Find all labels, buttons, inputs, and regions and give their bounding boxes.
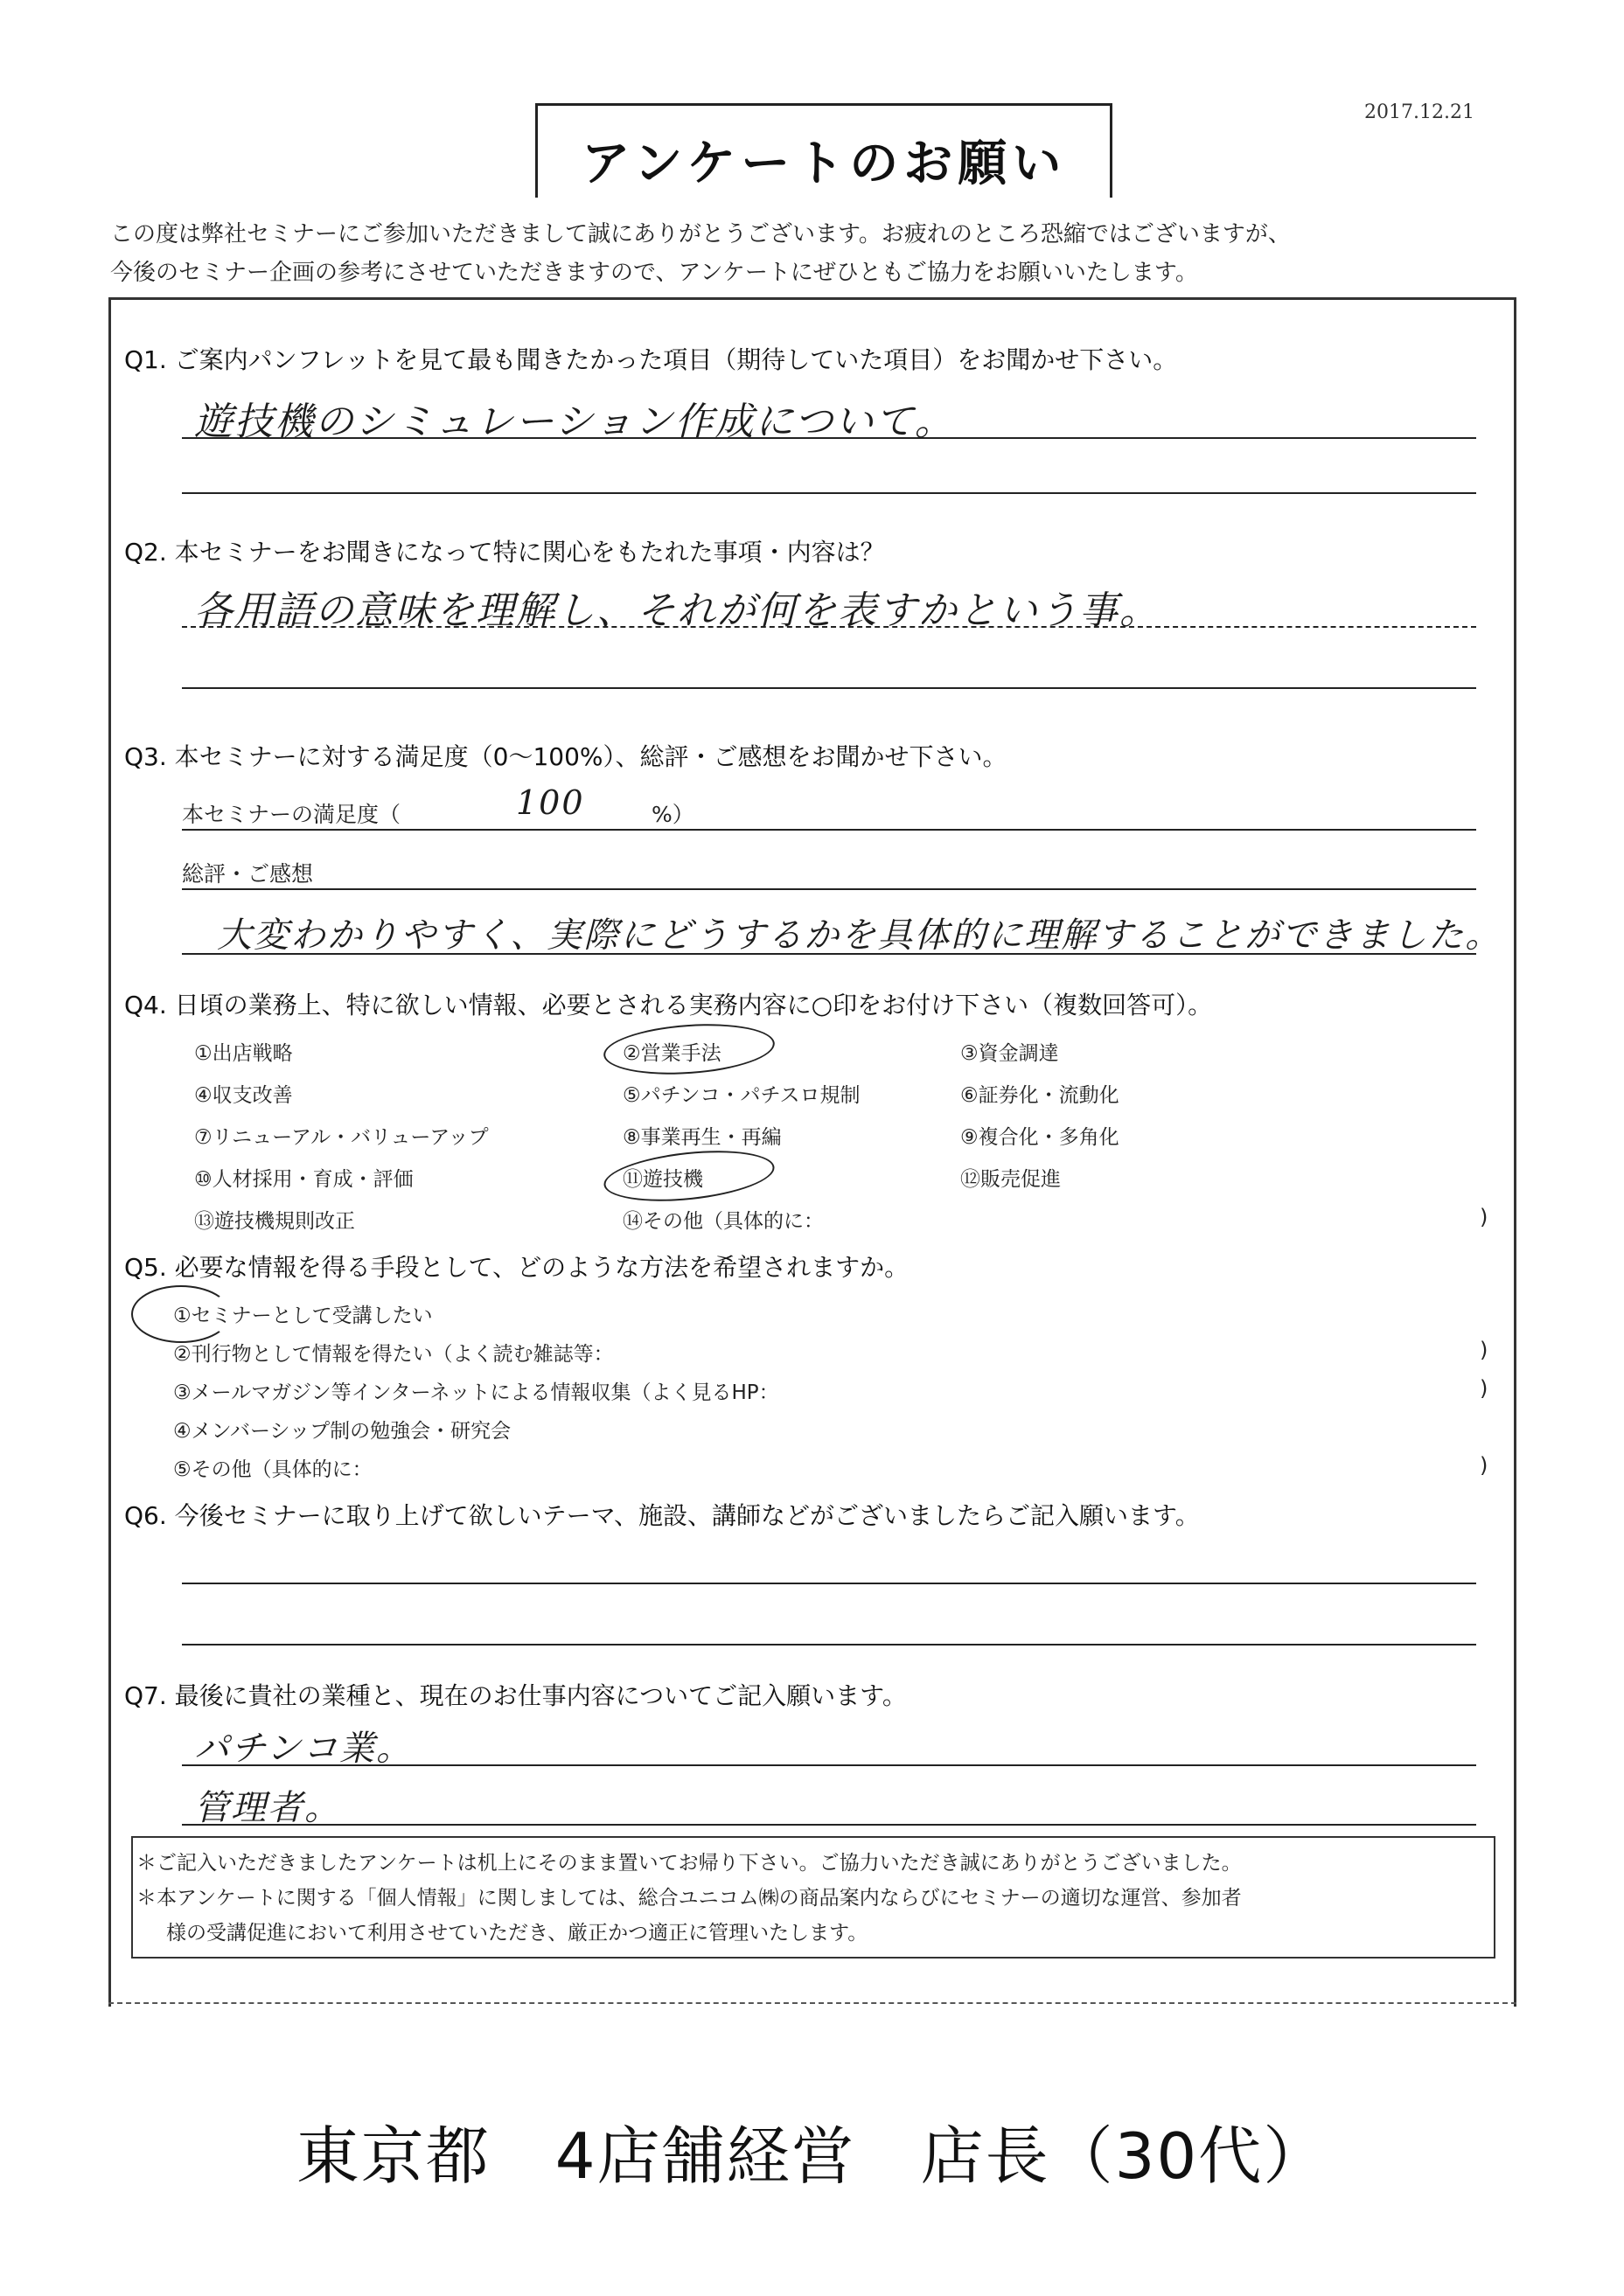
- q3-label: Q3. 本セミナーに対する満足度（0～100%）、総評・ご感想をお聞かせ下さい。: [124, 742, 1007, 771]
- q6-line-2: [182, 1644, 1476, 1645]
- q4-option-3: ③資金調達: [960, 1042, 1059, 1065]
- q4-option-12: ⑫販売促進: [960, 1168, 1061, 1191]
- q5-option-1: ①セミナーとして受講したい: [173, 1305, 433, 1327]
- q2-answer: 各用語の意味を理解し、それが何を表すかという事。: [194, 588, 1160, 633]
- q4-option-14-close: ): [1480, 1205, 1488, 1229]
- q5-option-3-close: ): [1480, 1376, 1488, 1401]
- satisfaction-unit: %）: [652, 802, 694, 827]
- intro-line-2: 今後のセミナー企画の参考にさせていただきますので、アンケートにぜひともご協力をお願いいたします。: [110, 260, 1198, 286]
- q7-label: Q7. 最後に貴社の業種と、現在のお仕事内容についてご記入願います。: [124, 1681, 907, 1710]
- q5-circle-mark-1: [131, 1285, 231, 1343]
- q5-option-3: ③メールマガジン等インターネットによる情報収集（よく見るHP：: [173, 1381, 779, 1404]
- footnote-1: ＊ご記入いただきましたアンケートは机上にそのまま置いてお帰り下さい。ご協力いただき誠にありがとうございました。: [136, 1852, 1242, 1875]
- q1-label: Q1. ご案内パンフレットを見て最も聞きたかった項目（期待していた項目）をお聞かせ下さい。: [124, 345, 1178, 374]
- q3-line-2: [182, 888, 1476, 890]
- footnote-2: ＊本アンケートに関する「個人情報」に関しましては、総合ユニコム㈱の商品案内ならびにセミナーの適切な運営、参加者: [136, 1887, 1242, 1910]
- q2-label: Q2. 本セミナーをお聞きになって特に関心をもたれた事項・内容は？: [124, 538, 885, 567]
- q4-option-2: ②営業手法: [623, 1042, 721, 1065]
- q4-option-4: ④収支改善: [194, 1084, 293, 1107]
- q4-option-14: ⑭その他（具体的に：: [623, 1210, 824, 1233]
- q5-option-5-close: ): [1480, 1453, 1488, 1478]
- satisfaction-label: 本セミナーの満足度（: [182, 802, 401, 827]
- review-label: 総評・ご感想: [182, 861, 314, 887]
- review-answer: 大変わかりやすく、実際にどうするかを具体的に理解することができました。: [217, 915, 1502, 956]
- q4-option-7: ⑦リニューアル・バリューアップ: [194, 1126, 489, 1149]
- q4-label: Q4. 日頃の業務上、特に欲しい情報、必要とされる実務内容に○印をお付け下さい（複数回答可）。: [124, 991, 1213, 1019]
- q4-option-11: ⑪遊技機: [623, 1168, 703, 1191]
- q7-line-1: [182, 1764, 1476, 1766]
- survey-title: アンケートのお願い: [581, 136, 1067, 192]
- q7-industry-answer: パチンコ業。: [194, 1729, 413, 1769]
- q1-line-2: [182, 492, 1476, 494]
- q1-line-1: [182, 437, 1476, 439]
- q3-line-3: [182, 953, 1476, 955]
- title-box: [535, 103, 1112, 198]
- satisfaction-value: 100: [516, 783, 585, 822]
- intro-line-1: この度は弊社セミナーにご参加いただきまして誠にありがとうございます。お疲れのところ恐縮ではございますが、: [110, 221, 1291, 247]
- q7-line-2: [182, 1824, 1476, 1826]
- q5-option-5: ⑤その他（具体的に：: [173, 1458, 373, 1481]
- q4-option-9: ⑨複合化・多角化: [960, 1126, 1119, 1149]
- footnote-3: 様の受講促進において利用させていただき、厳正かつ適正に管理いたします。: [166, 1922, 868, 1945]
- q5-option-2-close: ): [1480, 1338, 1488, 1362]
- survey-date: 2017.12.21: [1364, 101, 1474, 123]
- respondent-caption: 東京都 4店舗経営 店長（30代）: [296, 2119, 1328, 2193]
- q4-option-5: ⑤パチンコ・パチスロ規制: [623, 1084, 861, 1107]
- q4-option-6: ⑥証券化・流動化: [960, 1084, 1119, 1107]
- q1-answer: 遊技機のシミュレーション作成について。: [194, 400, 955, 444]
- q5-option-4: ④メンバーシップ制の勉強会・研究会: [173, 1420, 512, 1443]
- q4-option-13: ⑬遊技機規則改正: [194, 1210, 355, 1233]
- q6-label: Q6. 今後セミナーに取り上げて欲しいテーマ、施設、講師などがございましたらご記入願います。: [124, 1501, 1200, 1530]
- q4-option-1: ①出店戦略: [194, 1042, 293, 1065]
- q4-option-8: ⑧事業再生・再編: [623, 1126, 782, 1149]
- q7-job-answer: 管理者。: [194, 1788, 341, 1828]
- q5-option-2: ②刊行物として情報を得たい（よく読む雑誌等：: [173, 1343, 614, 1366]
- q2-line-2: [182, 687, 1476, 689]
- q3-line-1: [182, 829, 1476, 831]
- q2-line-1: [182, 626, 1476, 628]
- q6-line-1: [182, 1583, 1476, 1584]
- q5-label: Q5. 必要な情報を得る手段として、どのような方法を希望されますか。: [124, 1253, 910, 1282]
- q4-option-10: ⑩人材採用・育成・評価: [194, 1168, 414, 1191]
- frame-bottom-cut: [108, 2002, 1516, 2004]
